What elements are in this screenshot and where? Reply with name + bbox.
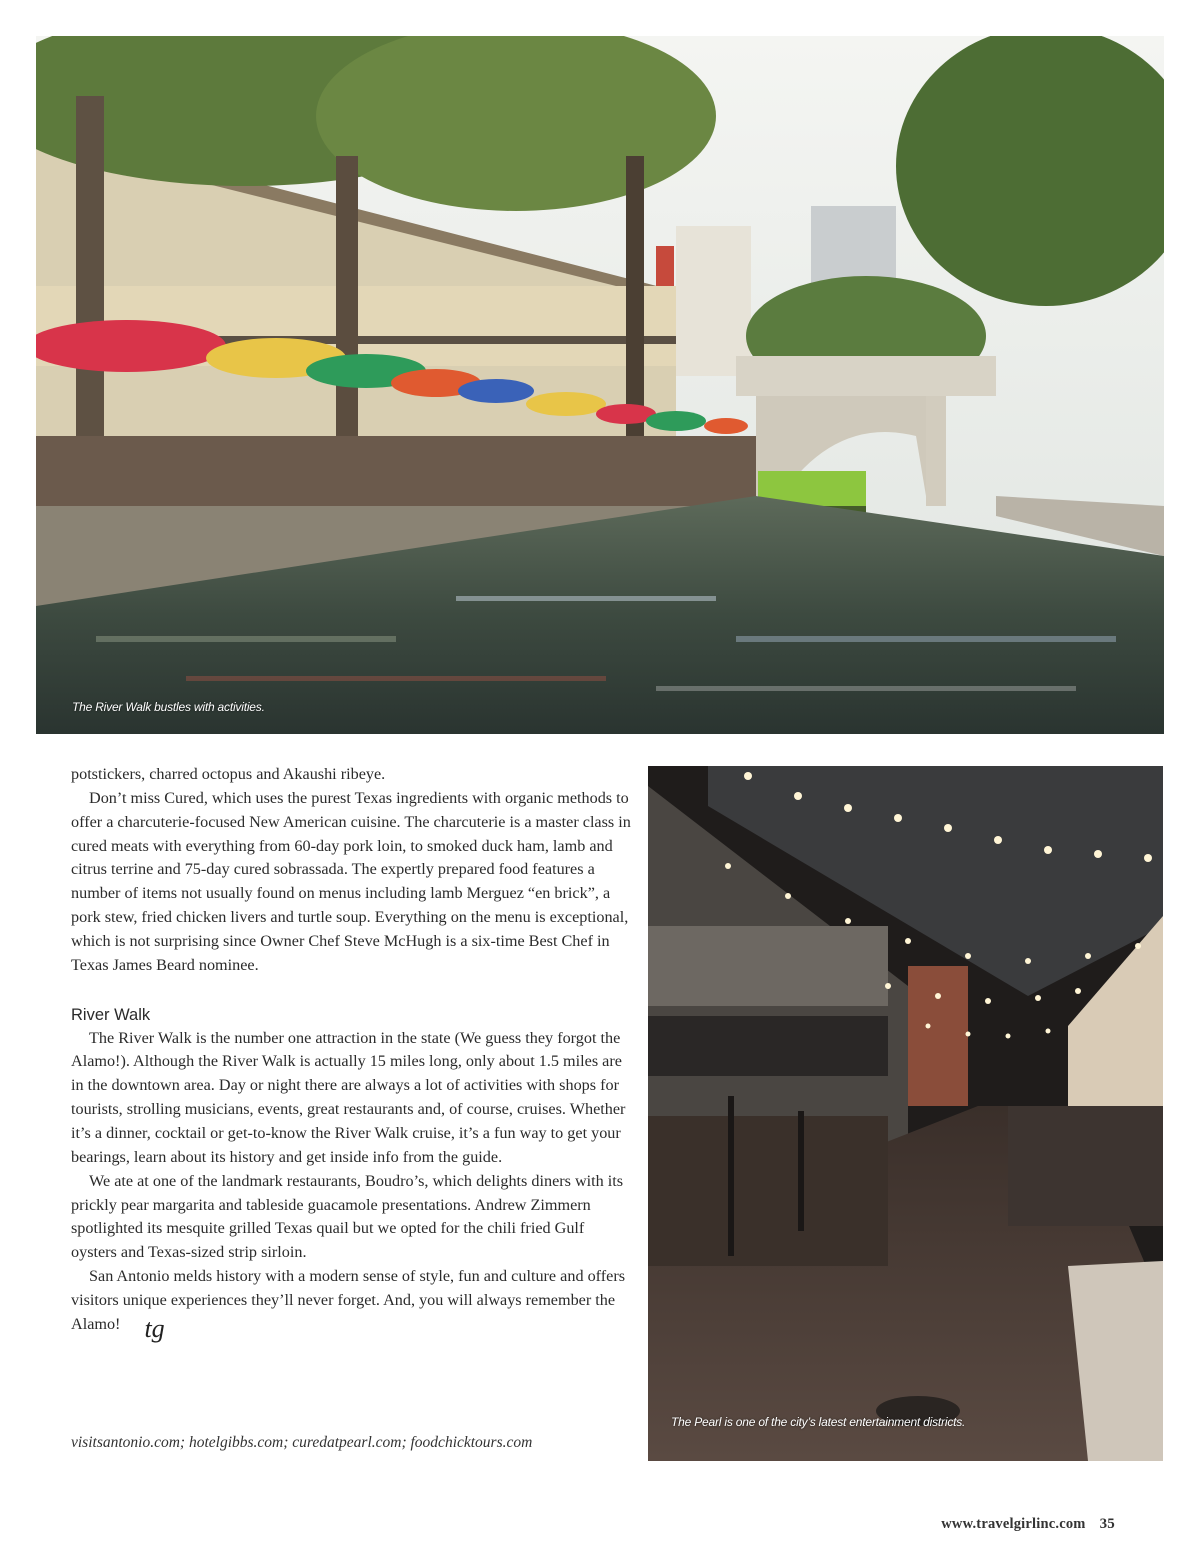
article-body bbox=[71, 763, 631, 1343]
closing-text: San Antonio melds history with a modern sense of style, fun and culture and offers visitors unique experiences they’ll never forget. And, you will always remember the Alamo! bbox=[71, 1267, 626, 1333]
paragraph-river-walk: The River Walk is the number one attraction in the state (We guess they forgot the Alamo!). Although the River Walk is actually 15 miles long, only about 1.5 miles are in the downtown area. Day or night there are always a lot of activities with shops for tourists, strolling musicians, events, great restaurants and, of course, cruises. Whether it’s a dinner, cocktail or get-to-know the River Walk cruise, it’s a fun way to get your bearings, learn about its history and get inside info from the guide. bbox=[71, 1028, 626, 1166]
sources-line: visitsantonio.com; hotelgibbs.com; curedatpearl.com; foodchicktours.com bbox=[71, 1434, 533, 1451]
footer-url: www.travelgirlinc.com bbox=[941, 1516, 1086, 1532]
paragraph-boudros: We ate at one of the landmark restaurants, Boudro’s, which delights diners with its prickly pear margarita and tableside guacamole presentations. Andrew Zimmern spotlighted its mesquite grilled Texas quail but we opted for the chili fried Gulf oysters and Texas-sized strip sirloin. bbox=[71, 1171, 624, 1262]
river-walk-photo bbox=[36, 36, 1164, 734]
river-walk-illustration bbox=[36, 36, 1164, 734]
paragraph-potstickers: potstickers, charred octopus and Akaushi ribeye. bbox=[71, 765, 386, 783]
paragraph-cured: Don’t miss Cured, which uses the purest Texas ingredients with organic methods to offer a charcuterie-focused New American cuisine. The charcuterie is a master class in cured meats with everything from 60-day pork loin, to smoked duck ham, lamb and citrus terrine and 75-day cured sobrassada. The expertly prepared food features a number of items not usually found on menus including lamb Merguez “en brick”, a pork stew, fried chicken livers and turtle soup. Everything on the menu is exceptional, which is not surprising since Owner Chef Steve McHugh is a six-time Best Chef in Texas James Beard nominee. bbox=[71, 788, 631, 974]
page-number: 35 bbox=[1099, 1516, 1115, 1532]
river-walk-caption: The River Walk bustles with activities. bbox=[72, 700, 265, 714]
section-heading-river-walk: River Walk bbox=[71, 1005, 151, 1024]
page-footer bbox=[941, 1516, 1115, 1533]
paragraph-closing bbox=[71, 1265, 631, 1343]
pearl-caption: The Pearl is one of the city’s latest entertainment districts. bbox=[671, 1415, 966, 1429]
pearl-photo bbox=[648, 766, 1163, 1461]
tg-end-mark-icon: tg bbox=[144, 1313, 165, 1343]
pearl-illustration bbox=[648, 766, 1163, 1461]
